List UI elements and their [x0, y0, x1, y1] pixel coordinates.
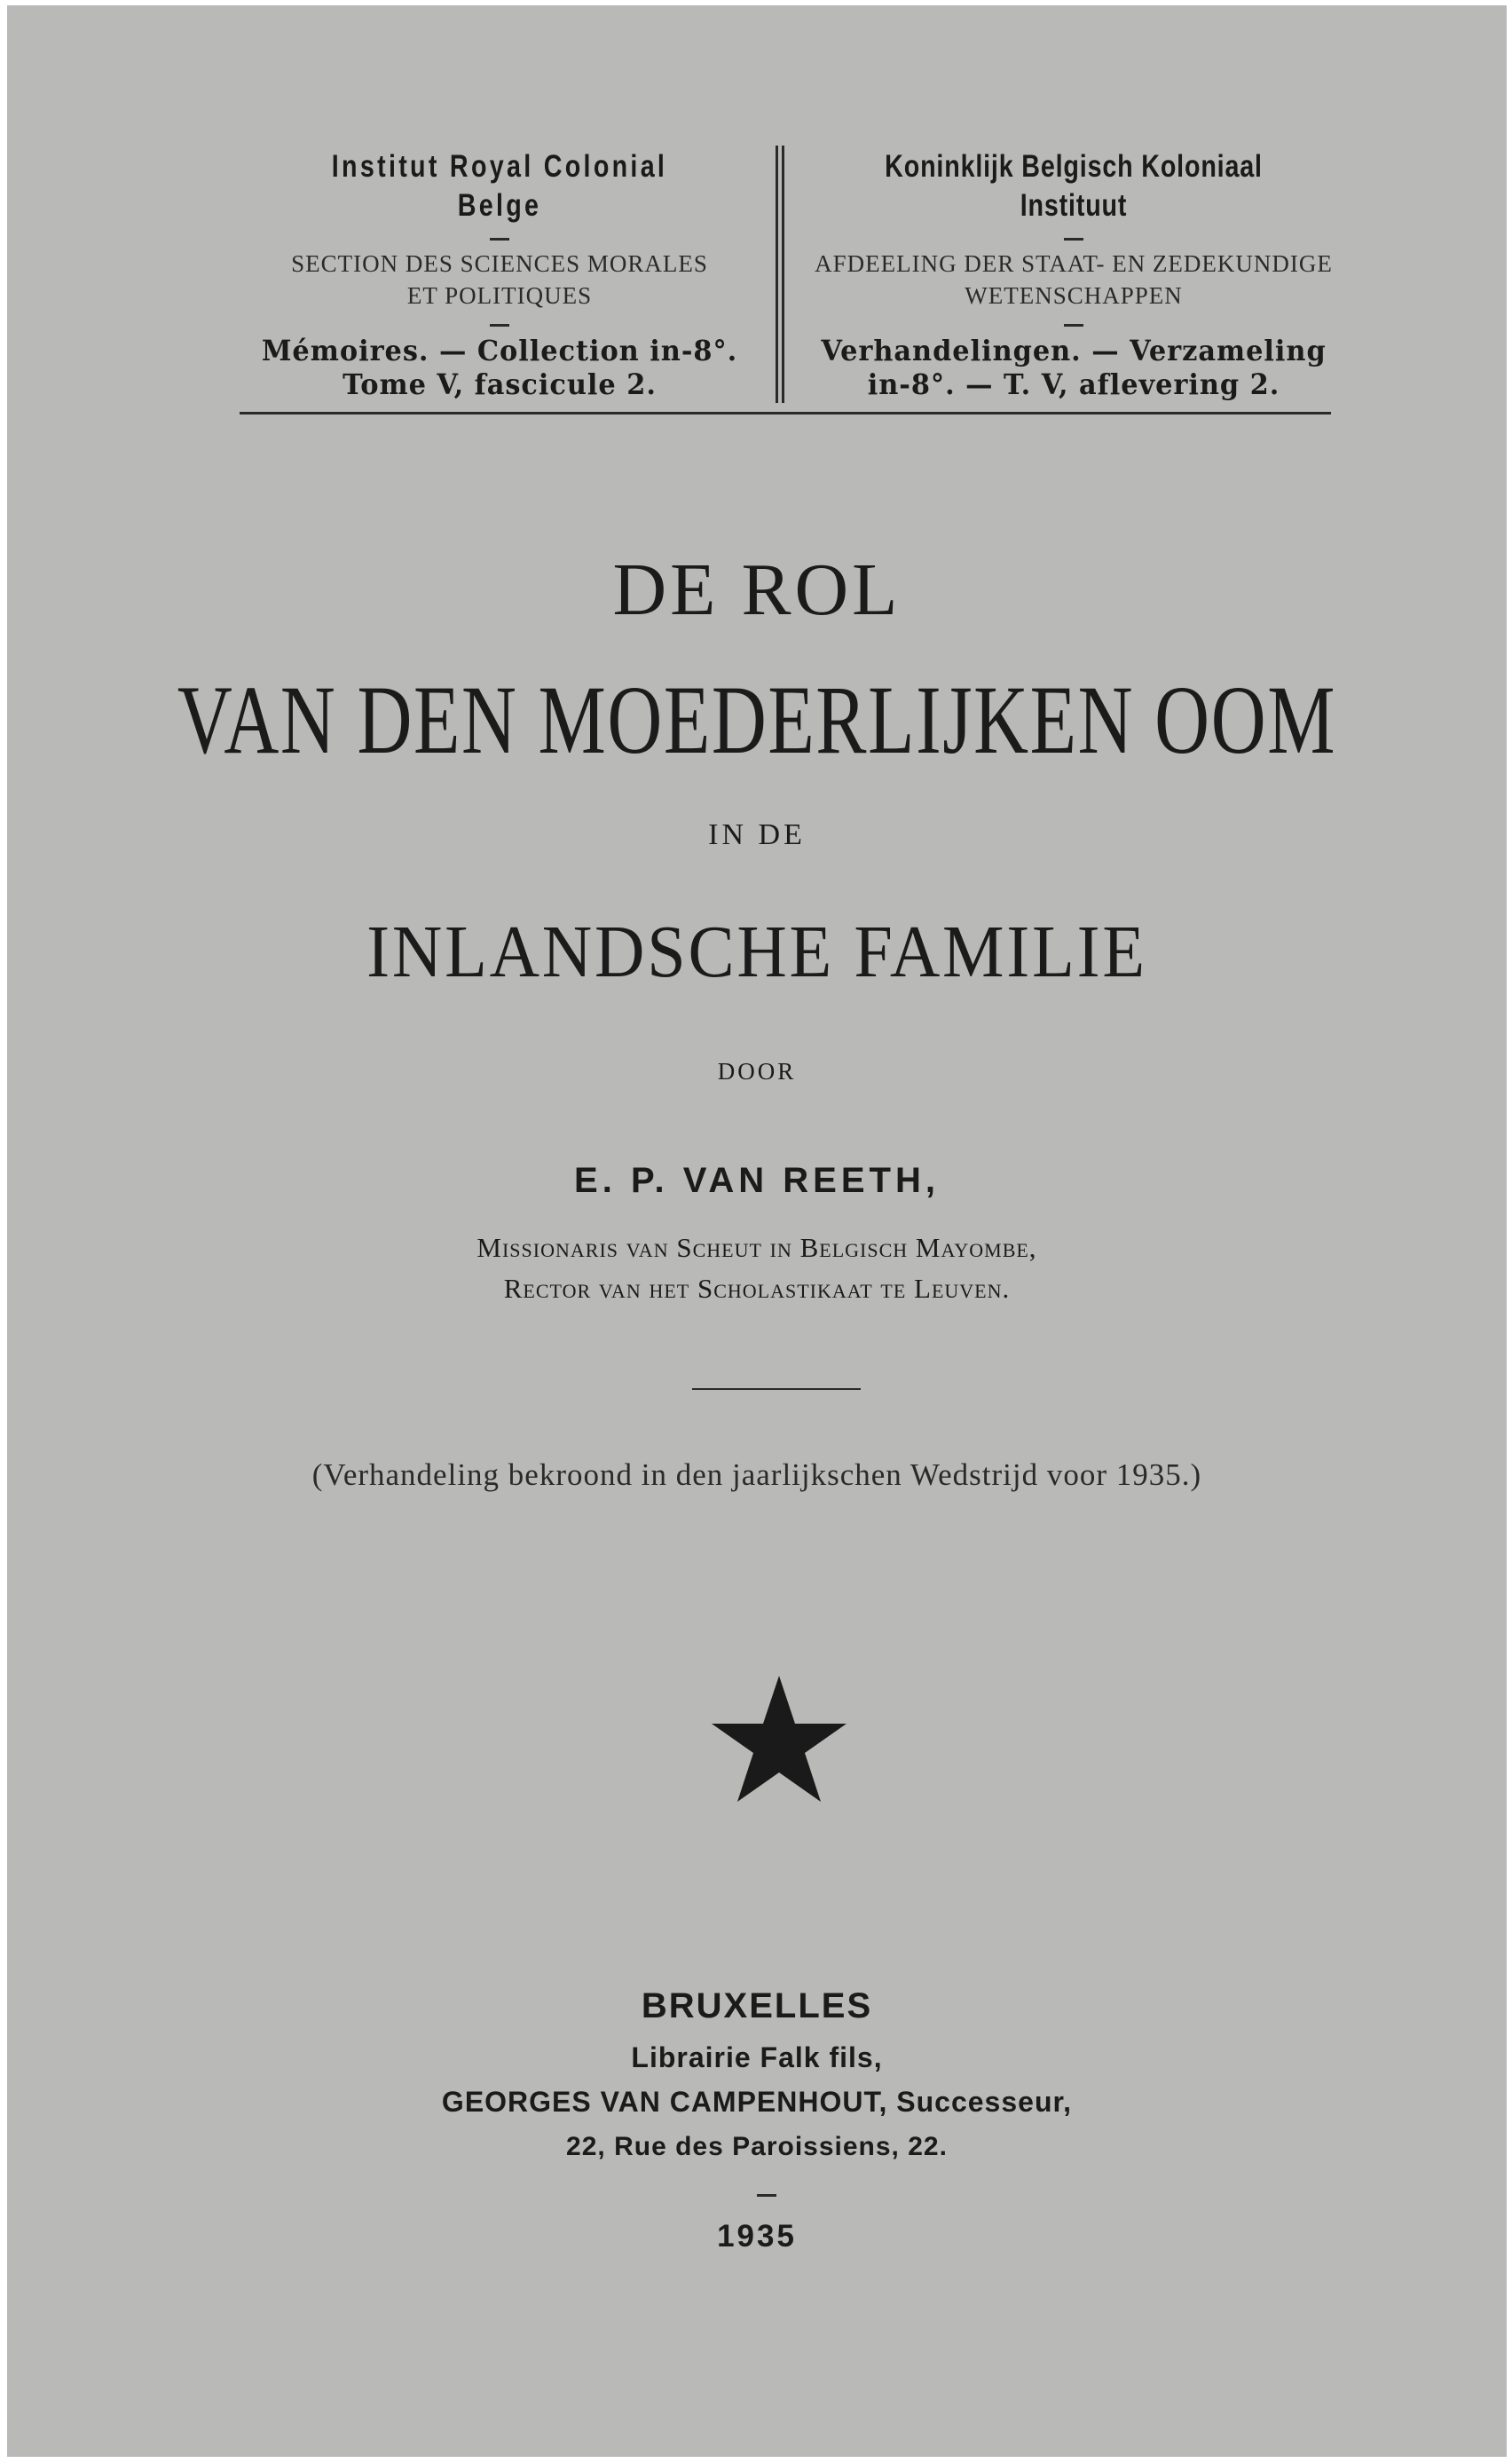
header-left-column	[247, 147, 752, 401]
title-line2: VAN DEN MOEDERLIJKEN OOM	[177, 666, 1337, 774]
section-name-fr-line1: SECTION DES SCIENCES MORALES	[291, 250, 708, 277]
section-name-nl-line1: AFDEELING DER STAAT- EN ZEDEKUNDIGE	[815, 250, 1333, 277]
series-nl-line1: Verhandelingen. — Verzameling	[821, 334, 1327, 367]
section-name-fr-line2: ET POLITIQUES	[406, 282, 593, 309]
header-dash	[490, 238, 509, 241]
imprint-successor: GEORGES VAN CAMPENHOUT, Successeur,	[441, 2086, 1073, 2118]
header-divider	[782, 146, 784, 403]
title-line3: INLANDSCHE FAMILIE	[366, 911, 1147, 993]
imprint-address: 22, Rue des Paroissiens, 22.	[566, 2132, 948, 2161]
series-fr-line2: Tome V, fascicule 2.	[343, 367, 657, 401]
header-divider	[776, 146, 778, 403]
title-page	[7, 5, 1507, 2457]
author-name: E. P. VAN REETH,	[574, 1161, 940, 1200]
header-dash	[1064, 324, 1083, 327]
author-role-line2: Rector van het Scholastikaat te Leuven.	[503, 1273, 1011, 1304]
title-connector: IN DE	[708, 818, 806, 851]
award-note: (Verhandeling bekroond in den jaarlijkschen Wedstrijd voor 1935.)	[311, 1457, 1202, 1492]
series-fr-line1: Mémoires. — Collection in-8°.	[261, 334, 738, 367]
imprint-dash	[757, 2194, 776, 2197]
header-rule	[240, 412, 1331, 414]
separator-rule	[692, 1388, 861, 1390]
header-dash	[490, 324, 509, 327]
title-line1: DE ROL	[612, 549, 902, 631]
institute-name-nl: Koninklijk Belgisch Koloniaal Instituut	[885, 149, 1263, 223]
byline-door: DOOR	[717, 1058, 797, 1085]
author-role-line1: Missionaris van Scheut in Belgisch Mayombe,	[476, 1232, 1037, 1263]
header-dash	[1064, 238, 1083, 241]
institute-name-fr: Institut Royal Colonial Belge	[331, 149, 668, 223]
series-nl-line2: in-8°. — T. V, aflevering 2.	[867, 367, 1280, 401]
star-icon	[708, 1672, 850, 1805]
imprint-city: BRUXELLES	[641, 1986, 873, 2025]
imprint-publisher: Librairie Falk fils,	[631, 2041, 883, 2073]
header-right-column	[799, 147, 1349, 401]
imprint-year: 1935	[717, 2219, 797, 2254]
section-name-nl-line2: WETENSCHAPPEN	[965, 282, 1183, 309]
